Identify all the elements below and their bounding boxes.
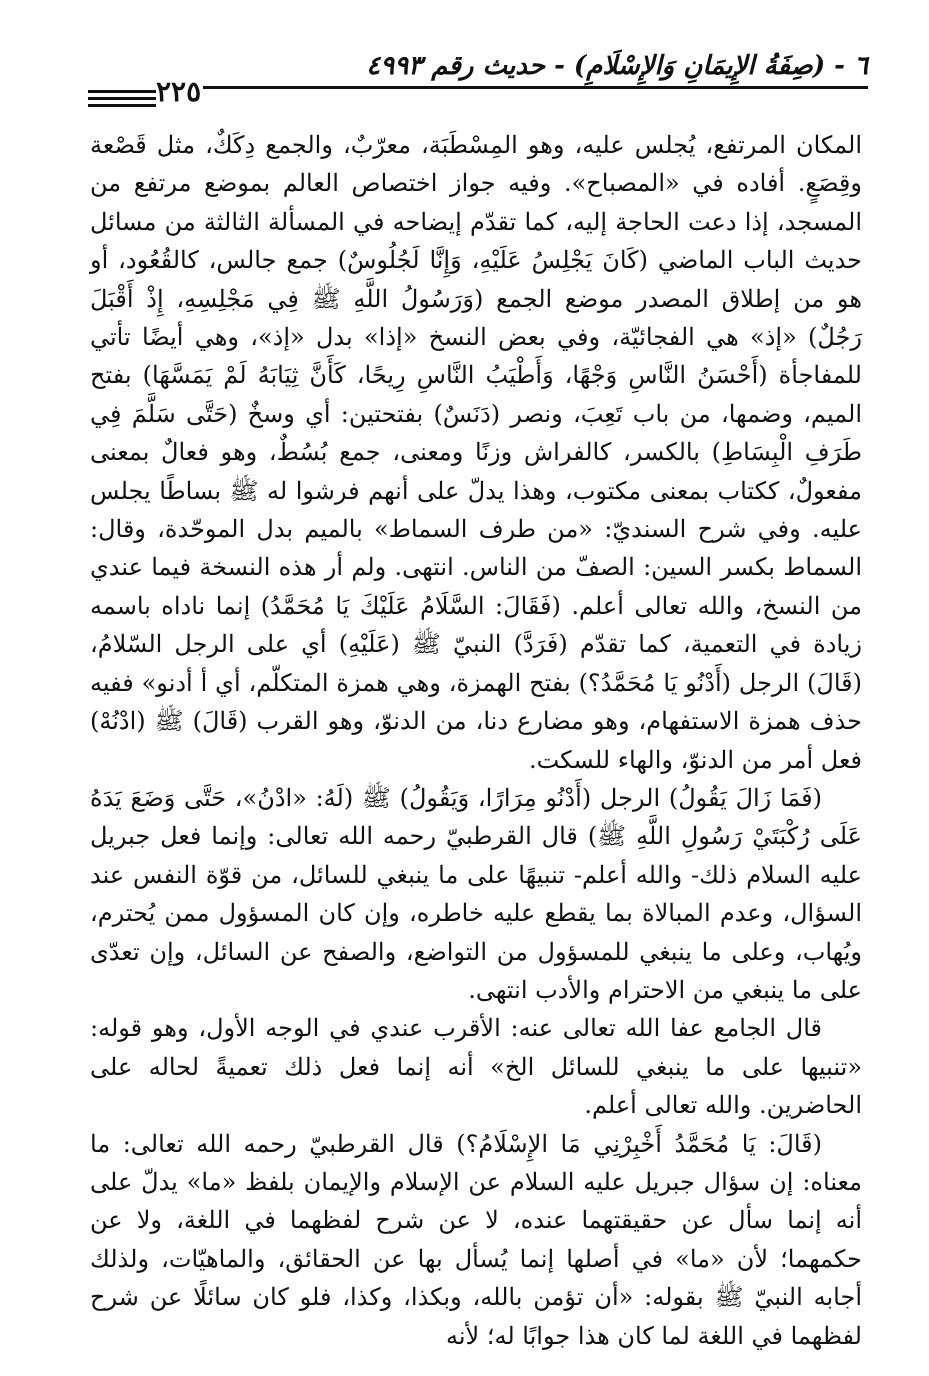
paragraph: المكان المرتفع، يُجلس عليه، وهو المِسْطَبَة، معرّبٌ، والجمع دِكَكٌ، مثل قَصْعة وقِصَعٍ. أفاده في «المصباح». وفيه جواز اختصاص العالم بموضع مرتفع من المسجد، إذا دعت الحاجة إليه، كما تقدّم إيضاحه في المسألة الثالثة من مسائل حديث الباب الماضي (كَانَ يَجْلِسُ عَلَيْهِ، وَإِنَّا لَجُلُوسٌ) جمع جالس، كالقُعُود، أو هو من إطلاق المصدر موضع الجمع (وَرَسُولُ اللَّهِ ﷺ فِي مَجْلِسِهِ، إِذْ أَقْبَلَ رَجُلٌ) «إذ» هي الفجائيّة، وفي بعض النسخ «إذا» بدل «إذ»، وهي أيضًا تأتي للمفاجأة (أَحْسَنُ النَّاسِ وَجْهًا، وَأَطْيَبُ النَّاسِ رِيحًا، كَأَنَّ ثِيَابَهُ لَمْ يَمَسَّهَا) بفتح الميم، وضمها، من باب تَعِبَ، ونصر (دَنَسٌ) بفتحتين: أي وسخٌ (حَتَّى سَلَّمَ فِي طَرَفِ الْبِسَاطِ) بالكسر، كالفراش وزنًا ومعنى، جمع بُسُطٌ، وهو فعالٌ بمعنى مفعولٌ، ككتاب بمعنى مكتوب، وهذا يدلّ على أنهم فرشوا له ﷺ بساطًا يجلس عليه. وفي شرح السنديّ: «من طرف السماط» بالميم بدل الموحّدة، وقال: السماط بكسر السين: الصفّ من الناس. انتهى. ولم أر هذه النسخة فيما عندي من النسخ، والله تعالى أعلم. (فَقَالَ: السَّلَامُ عَلَيْكَ يَا مُحَمَّدُ) إنما ناداه باسمه زيادة في التعمية، كما تقدّم (فَرَدَّ) النبيّ ﷺ (عَلَيْهِ) أي على الرجل السّلامُ، (قَالَ) الرجل (أَدْنُو يَا مُحَمَّدُ؟) بفتح الهمزة، وهي همزة المتكلّم، أي أ أدنو» ففيه حذف همزة الاستفهام، وهو مضارع دنا، من الدنوّ، وهو القرب (قَالَ) ﷺ (ادْنُهْ) فعل أمر من الدنوّ، والهاء للسكت. bbox=[90, 131, 863, 774]
page-number-rule bbox=[88, 104, 156, 107]
paragraph: (فَمَا زَالَ يَقُولُ) الرجل (أَدْنُو مِرَارًا، وَيَقُولُ) ﷺ (لَهُ: «ادْنُ»، حَتَّى وَضَعَ يَدَهُ عَلَى رُكْبَتَيْ رَسُولِ اللَّهِ ﷺ) قال القرطبيّ رحمه الله تعالى: وإنما فعل جبريل عليه السلام ذلك- والله أعلم- تنبيهًا على ما ينبغي للسائل، من قوّة النفس عند السؤال، وعدم المبالاة بما يقطع عليه خاطره، وإن كان المسؤول ممن يُحترم، ويُهاب، وعلى ما ينبغي للمسؤول من التواضع، والصفح عن السائل، وإن تعدّى على ما ينبغي من الاحترام والأدب انتهى. bbox=[90, 783, 863, 1004]
running-title: ٦ - (صِفَةُ الإِيمَانِ وَالإِسْلَامِ) - حديث رقم ٤٩٩٣ bbox=[366, 51, 868, 81]
page-number-rule bbox=[88, 90, 156, 93]
page-number: ٢٢٥ bbox=[156, 75, 202, 108]
page-number-rule bbox=[88, 97, 156, 100]
paragraph: (قَالَ: يَا مُحَمَّدُ أَخْبِرْنِي مَا الإِسْلَامُ؟) قال القرطبيّ رحمه الله تعالى: ما معناه: إن سؤال جبريل عليه السلام عن الإسلام والإيمان بلفظ «ما» يدلّ على أنه إنما سأل عن حقيقتهما عنده، لا عن شرح لفظهما في اللغة، ولا عن حكمهما؛ لأن «ما» في أصلها إنما يُسأل بها عن الحقائق، والماهيّات، ولذلك أجابه النبيّ ﷺ بقوله: «أن تؤمن بالله، وبكذا، وكذا، فلو كان سائلًا عن شرح لفظهما في اللغة لما كان هذا جوابًا له؛ لأنه bbox=[90, 1129, 862, 1350]
main-text bbox=[90, 126, 862, 1355]
header-rule bbox=[203, 86, 868, 89]
paragraph: قال الجامع عفا الله تعالى عنه: الأقرب عندي في الوجه الأول، وهو قوله: «تنبيها على ما ينبغي للسائل الخ» أنه إنما فعل ذلك تعميةً لحاله على الحاضرين. والله تعالى أعلم. bbox=[90, 1014, 862, 1120]
page-header bbox=[88, 46, 868, 106]
